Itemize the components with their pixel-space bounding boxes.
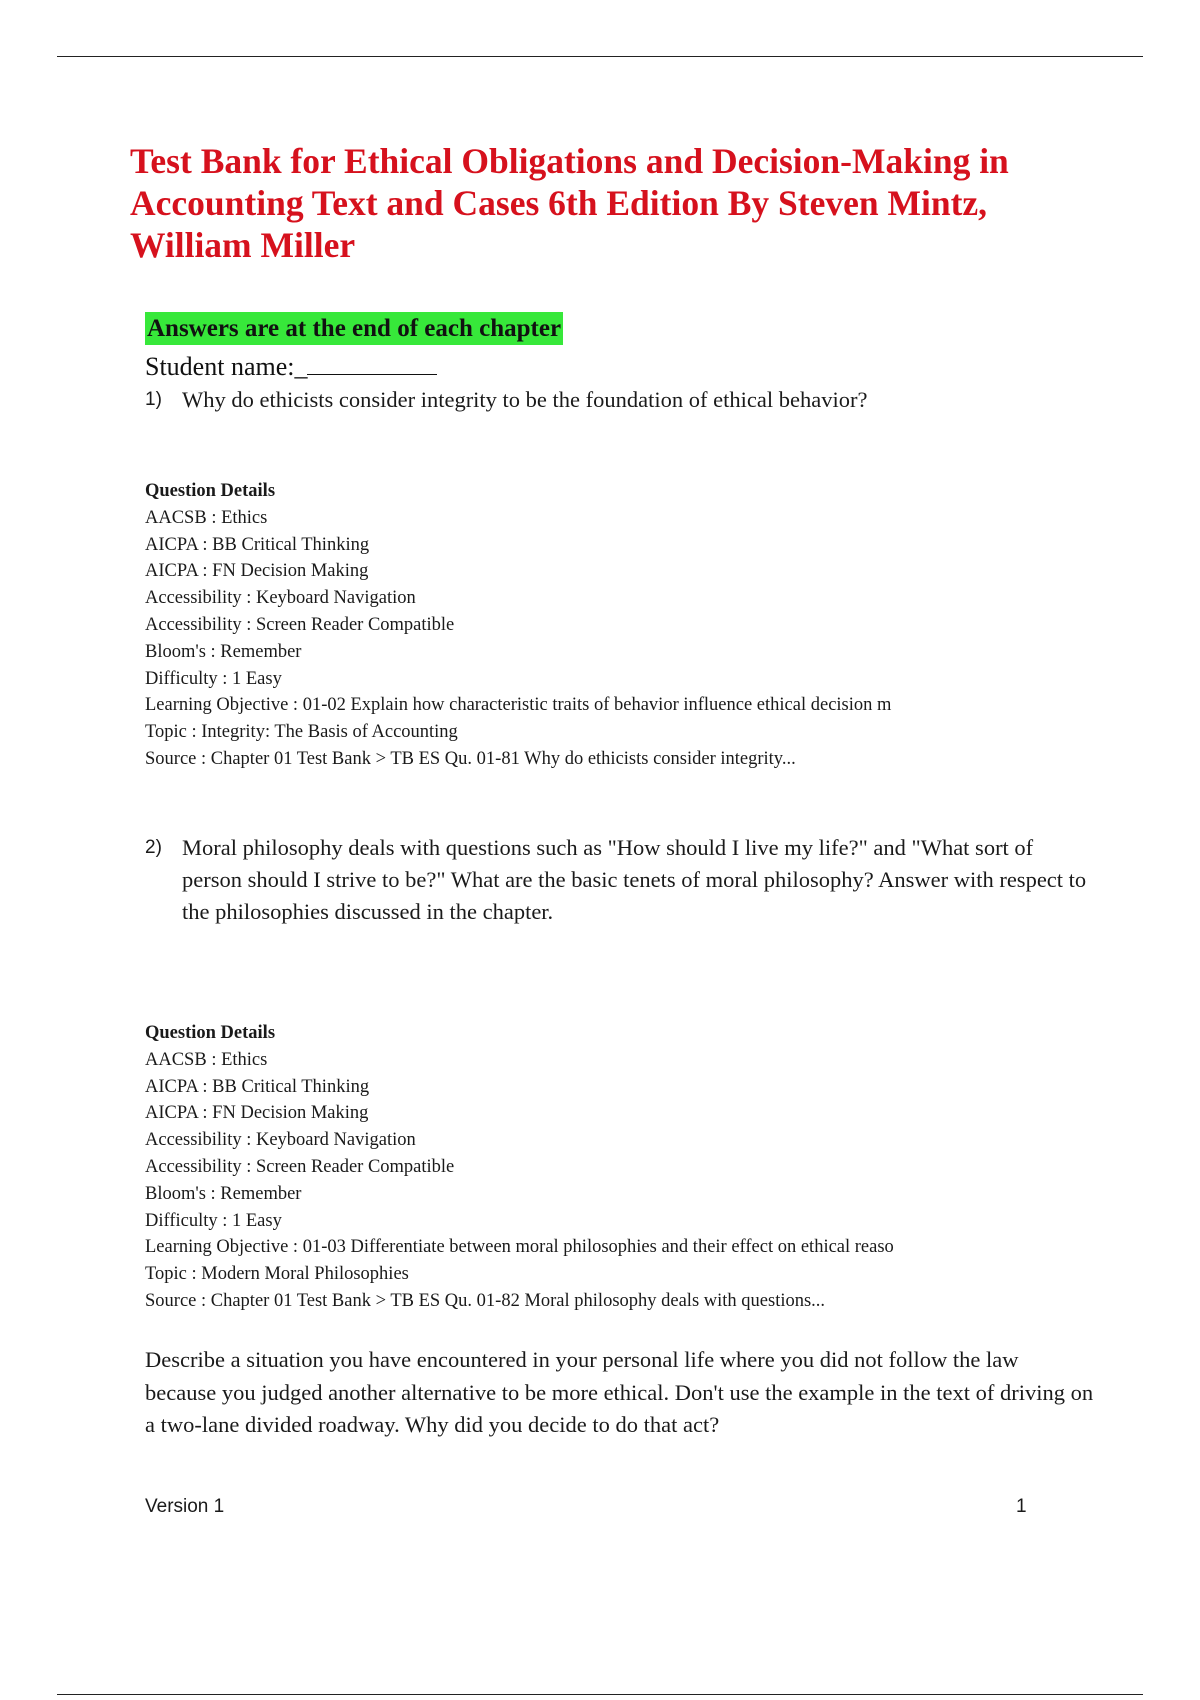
detail-line: Source : Chapter 01 Test Bank > TB ES Qu. 01-81 Why do ethicists consider integrity...: [145, 748, 796, 769]
question-text: Moral philosophy deals with questions such as "How should I live my life?" and "What sort of person should I strive to be?" What are the basic tenets of moral philosophy? Answer with respect to the philosophies discussed in the chapter.: [182, 835, 1087, 924]
question-1-details: [145, 478, 1105, 773]
detail-line: AICPA : BB Critical Thinking: [145, 1076, 370, 1097]
detail-line: Source : Chapter 01 Test Bank > TB ES Qu. 01-82 Moral philosophy deals with questions...: [145, 1290, 826, 1311]
detail-line: Topic : Modern Moral Philosophies: [145, 1264, 409, 1285]
detail-line: Difficulty : 1 Easy: [145, 1210, 282, 1231]
question-number: 2): [145, 837, 162, 858]
question-1: [145, 384, 1095, 416]
footer-version: Version 1: [145, 1496, 225, 1517]
detail-line: Learning Objective : 01-02 Explain how characteristic traits of behavior influence ethical decision m: [145, 695, 892, 716]
top-rule: [57, 56, 1143, 57]
question-number: 1): [145, 389, 162, 410]
detail-line: Learning Objective : 01-03 Differentiate between moral philosophies and their effect on ethical reaso: [145, 1237, 894, 1258]
detail-line: AICPA : BB Critical Thinking: [145, 534, 370, 555]
detail-line: AACSB : Ethics: [145, 1049, 268, 1070]
detail-line: AACSB : Ethics: [145, 507, 268, 528]
question-2-details: [145, 1020, 1105, 1315]
detail-line: Bloom's : Remember: [145, 1183, 302, 1204]
detail-line: Topic : Integrity: The Basis of Accounting: [145, 722, 458, 743]
detail-line: Difficulty : 1 Easy: [145, 668, 282, 689]
document-title: Test Bank for Ethical Obligations and Decision-Making in Accounting Text and Cases 6th Edition By Steven Mintz, William Miller: [130, 141, 1009, 265]
essay-prompt: Describe a situation you have encountered in your personal life where you did not follow the law because you judged another alternative to be more ethical. Don't use the example in the text of driving on a two-lane divided roadway. Why did you decide to do that act?: [145, 1347, 1094, 1437]
detail-line: Accessibility : Screen Reader Compatible: [145, 614, 455, 635]
detail-line: Accessibility : Keyboard Navigation: [145, 588, 416, 609]
detail-line: Accessibility : Keyboard Navigation: [145, 1130, 416, 1151]
detail-line: Accessibility : Screen Reader Compatible: [145, 1156, 455, 1177]
details-heading: Question Details: [145, 1023, 276, 1043]
question-text: Why do ethicists consider integrity to be the foundation of ethical behavior?: [182, 387, 868, 412]
student-name-blank: [307, 354, 437, 375]
detail-line: AICPA : FN Decision Making: [145, 561, 369, 582]
footer-page-number: 1: [1016, 1496, 1027, 1517]
details-heading: Question Details: [145, 481, 276, 501]
student-name-label: Student name:_: [145, 352, 308, 381]
detail-line: Bloom's : Remember: [145, 641, 302, 662]
detail-line: AICPA : FN Decision Making: [145, 1103, 369, 1124]
question-2: [145, 832, 1095, 928]
bottom-rule: [57, 1694, 1143, 1695]
answers-banner: Answers are at the end of each chapter: [145, 312, 563, 345]
student-name-field: [145, 350, 437, 384]
